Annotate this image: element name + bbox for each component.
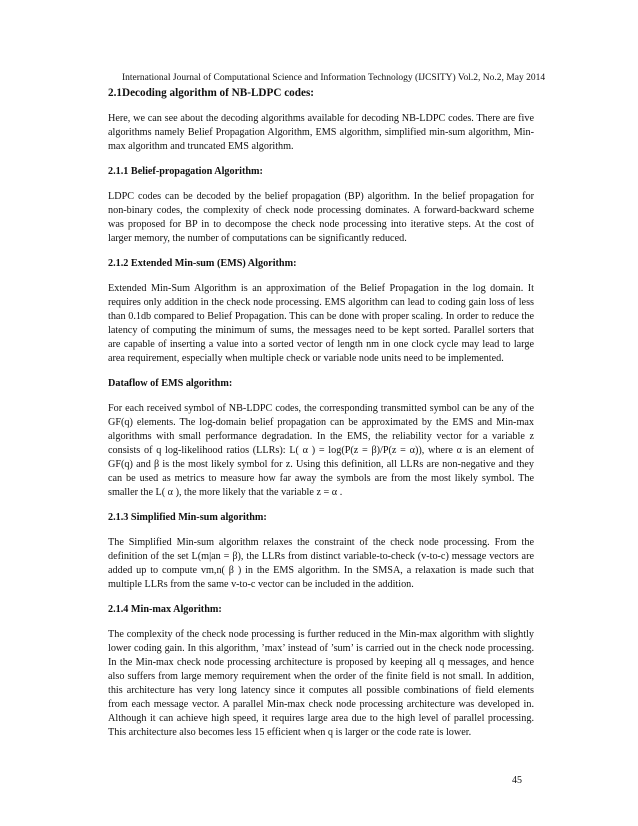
minmax-paragraph: The complexity of the check node processing is further reduced in the Min-max algorithm with slightly lower coding gain. In this algorithm, ’max’ instead of ’sum’ is carried out in the check node processing. In the Min-max check node processing architecture is proposed by keeping all q messages, and hence also suffers from large memory requirement when the order of the finite field is not small. In addition, this architecture has very long latency since it computes all possible combinations of field elements from each message vector. A parallel Min-max check node processing architecture was developed in. Although it can achieve high speed, it requires large area due to the high level of parallel processing. This architecture also becomes less 15 efficient when q is larger or the code rate is lower.: [108, 629, 534, 738]
smsa-heading: 2.1.3 Simplified Min-sum algorithm:: [108, 512, 267, 523]
section-title: 2.1Decoding algorithm of NB-LDPC codes:: [108, 87, 315, 99]
bp-paragraph: LDPC codes can be decoded by the belief propagation (BP) algorithm. In the belief propagation for non-binary codes, the complexity of check node processing dominates. A forward-backward scheme was proposed for BP in to decompose the check node processing into iterative steps. At the cost of larger memory, the number of computations can be significantly reduced.: [108, 191, 534, 244]
page-content: [108, 86, 534, 751]
section-intro-paragraph: Here, we can see about the decoding algorithms available for decoding NB-LDPC codes. There are five algorithms namely Belief Propagation Algorithm, EMS algorithm, simplified min-sum algorithm, Min-max algorithm and truncated EMS algorithm.: [108, 113, 534, 152]
page-number: 45: [512, 775, 522, 786]
minmax-heading: 2.1.4 Min-max Algorithm:: [108, 604, 222, 615]
bp-heading: 2.1.1 Belief-propagation Algorithm:: [108, 166, 263, 177]
dataflow-heading: Dataflow of EMS algorithm:: [108, 378, 233, 389]
ems-paragraph: Extended Min-Sum Algorithm is an approximation of the Belief Propagation in the log domain. It requires only addition in the check node processing. EMS algorithm can lead to coding gain loss of less than 0.1db compared to Belief Propagation. This can be done with proper scaling. In order to reduce the latency of computing the minimum of sums, the messages need to be kept sorted. Parallel sorters that are capable of inserting a value into a sorted vector of length nm in one clock cycle may lead to large area requirement, especially when multiple check or variable node units need to be implemented.: [108, 283, 534, 364]
dataflow-paragraph: For each received symbol of NB-LDPC codes, the corresponding transmitted symbol can be any of the GF(q) elements. The log-domain belief propagation can be approximated by the EMS and Min-max algorithms with small performance degradation. In the EMS, the reliability vector for a variable z consists of q log-likelihood ratios (LLRs): L( α ) = log(P(z = β)/P(z = α)), where α is an element of GF(q) and β is the most likely symbol for z. Using this definition, all LLRs are non-negative and they can be used as metrics to measure how far away the symbols are from the most likely symbol. The smaller the L( α ), the more likely that the variable z = α .: [108, 403, 534, 498]
running-header: International Journal of Computational Science and Information Technology (IJCSITY) Vol.2, No.2, May 2014: [122, 73, 546, 83]
smsa-paragraph: The Simplified Min-sum algorithm relaxes the constraint of the check node processing. From the definition of the set L(m|an = β), the LLRs from distinct variable-to-check (v-to-c) message vectors are added up to compute vm,n( β ) in the EMS algorithm. In the SMSA, a relaxation is made such that multiple LLRs from the same v-to-c vector can be included in the addition.: [108, 537, 534, 590]
ems-heading: 2.1.2 Extended Min-sum (EMS) Algorithm:: [108, 258, 297, 269]
